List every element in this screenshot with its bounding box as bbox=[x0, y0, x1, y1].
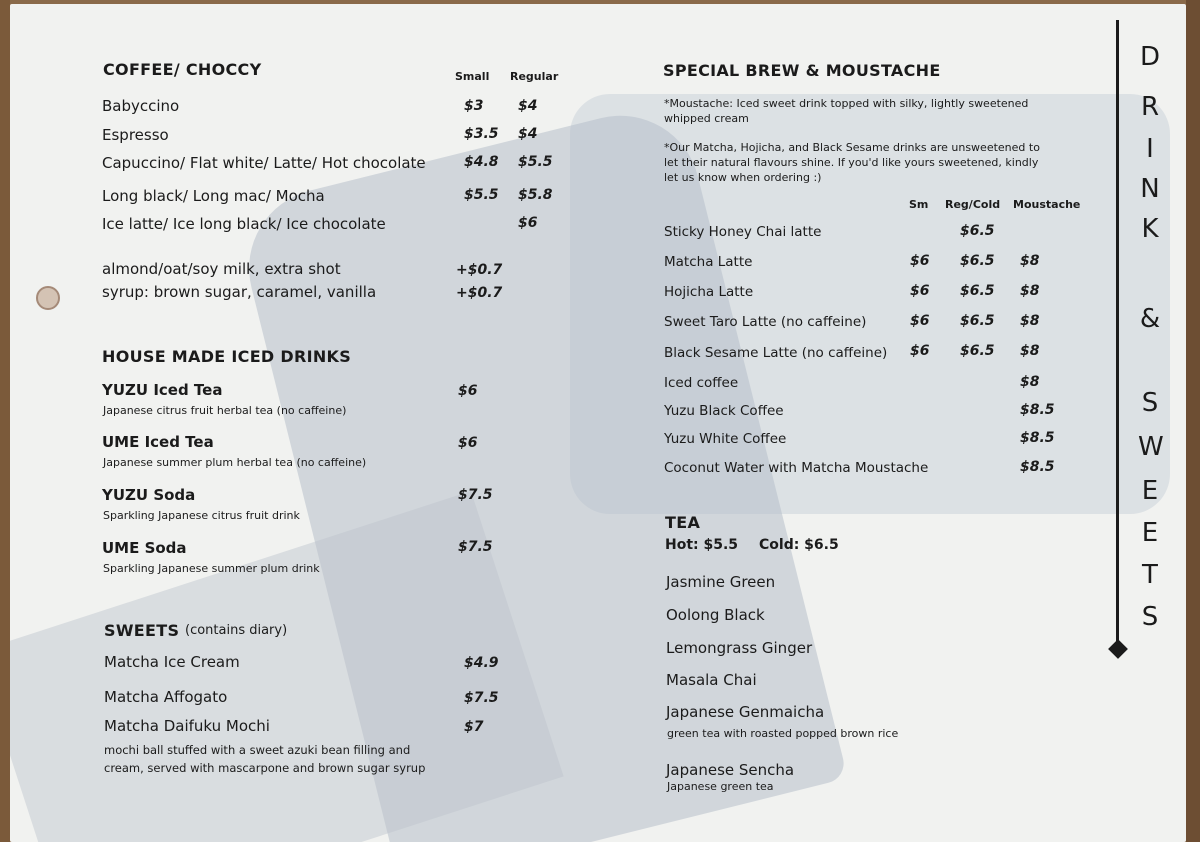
diamond-icon bbox=[1108, 639, 1128, 659]
section-title-tea: TEA bbox=[665, 513, 701, 532]
menu-item-price: $7 bbox=[464, 719, 484, 735]
menu-item-price: $7.5 bbox=[464, 690, 499, 706]
price-moustache: $8 bbox=[1020, 343, 1040, 359]
column-header-regular: Regular bbox=[510, 70, 559, 83]
menu-item-name: Espresso bbox=[102, 126, 169, 144]
tea-item-name: Japanese Genmaicha bbox=[666, 703, 825, 721]
price-reg: $6.5 bbox=[960, 283, 995, 299]
side-title-letter: K bbox=[1141, 214, 1159, 244]
mochi-description: mochi ball stuffed with a sweet azuki bean filling and cream, served with mascarpone and brown sugar syrup bbox=[104, 743, 426, 775]
side-title-letter: N bbox=[1140, 174, 1160, 204]
section-title-sweets: SWEETS bbox=[104, 621, 180, 640]
menu-item-desc: Sparkling Japanese summer plum drink bbox=[103, 562, 320, 575]
extra-item-name: syrup: brown sugar, caramel, vanilla bbox=[102, 283, 377, 301]
menu-item-name: YUZU Iced Tea bbox=[102, 381, 223, 399]
column-header-reg: Reg/Cold bbox=[945, 198, 1001, 211]
menu-item-desc: Japanese citrus fruit herbal tea (no caffeine) bbox=[103, 404, 347, 417]
price-small: $3.5 bbox=[464, 126, 499, 142]
side-title-letter: I bbox=[1146, 134, 1154, 164]
price-regular: $4 bbox=[518, 98, 538, 114]
menu-item-name: Sticky Honey Chai latte bbox=[664, 224, 822, 240]
price-reg: $6.5 bbox=[960, 343, 995, 359]
menu-item-name: UME Iced Tea bbox=[102, 433, 214, 451]
section-title-coffee: COFFEE/ CHOCCY bbox=[103, 60, 262, 79]
menu-item-price: $7.5 bbox=[458, 487, 493, 503]
wood-background-left bbox=[0, 0, 10, 842]
menu-item-price: $6 bbox=[458, 383, 478, 399]
side-title-letter: S bbox=[1141, 602, 1159, 632]
menu-item-desc: Japanese summer plum herbal tea (no caffeine) bbox=[103, 456, 367, 469]
side-title-letter: T bbox=[1142, 560, 1158, 590]
menu-item-desc: Sparkling Japanese citrus fruit drink bbox=[103, 509, 300, 522]
menu-item-price: $6 bbox=[458, 435, 478, 451]
menu-item-name: Ice latte/ Ice long black/ Ice chocolate bbox=[102, 215, 386, 233]
side-title-letter: E bbox=[1141, 518, 1159, 548]
side-title-letter: E bbox=[1141, 476, 1159, 506]
menu-item-name: Coconut Water with Matcha Moustache bbox=[664, 460, 929, 476]
price-moustache: $8.5 bbox=[1020, 402, 1055, 418]
side-title-letter: & bbox=[1139, 304, 1161, 334]
side-title-letter: W bbox=[1138, 432, 1164, 462]
price-reg: $6.5 bbox=[960, 253, 995, 269]
tea-item-name: Japanese Sencha bbox=[666, 761, 795, 779]
price-moustache: $8 bbox=[1020, 283, 1040, 299]
price-sm: $6 bbox=[910, 343, 930, 359]
tea-item-name: Jasmine Green bbox=[666, 573, 776, 591]
price-regular: $4 bbox=[518, 126, 538, 142]
menu-item-name: Yuzu Black Coffee bbox=[664, 403, 784, 419]
menu-item-price: $7.5 bbox=[458, 539, 493, 555]
tea-hot-price: Hot: $5.5 bbox=[665, 537, 739, 553]
section-title-iced: HOUSE MADE ICED DRINKS bbox=[102, 347, 352, 366]
side-title-letter: D bbox=[1139, 42, 1161, 72]
menu-item-name: Sweet Taro Latte (no caffeine) bbox=[664, 314, 867, 330]
sweets-note: (contains diary) bbox=[185, 623, 288, 638]
price-sm: $6 bbox=[910, 313, 930, 329]
price-small: $4.8 bbox=[464, 154, 499, 170]
vertical-divider bbox=[1116, 20, 1119, 646]
tea-item-desc: green tea with roasted popped brown rice bbox=[667, 727, 899, 740]
price-small: $5.5 bbox=[464, 187, 499, 203]
price-reg: $6.5 bbox=[960, 313, 995, 329]
tea-cold-price: Cold: $6.5 bbox=[759, 537, 839, 553]
column-header-sm: Sm bbox=[909, 198, 929, 211]
price-moustache: $8 bbox=[1020, 253, 1040, 269]
extra-price: +$0.7 bbox=[456, 285, 503, 301]
wood-background-right bbox=[1186, 0, 1200, 842]
price-regular: $5.8 bbox=[518, 187, 553, 203]
menu-item-name: Matcha Daifuku Mochi bbox=[104, 717, 270, 735]
menu-item-name: Matcha Latte bbox=[664, 254, 753, 270]
menu-item-name: Yuzu White Coffee bbox=[664, 431, 787, 447]
price-moustache: $8 bbox=[1020, 313, 1040, 329]
tea-item-name: Lemongrass Ginger bbox=[666, 639, 813, 657]
menu-item-name: Matcha Affogato bbox=[104, 688, 228, 706]
menu-item-price: $4.9 bbox=[464, 655, 499, 671]
menu-item-name: Matcha Ice Cream bbox=[104, 653, 240, 671]
menu-item-name: Capuccino/ Flat white/ Latte/ Hot chocolate bbox=[102, 154, 426, 172]
menu-item-name: Black Sesame Latte (no caffeine) bbox=[664, 345, 888, 361]
menu-item-name: UME Soda bbox=[102, 539, 187, 557]
price-moustache: $8.5 bbox=[1020, 459, 1055, 475]
menu-item-name: Iced coffee bbox=[664, 375, 739, 391]
price-regular: $5.5 bbox=[518, 154, 553, 170]
price-sm: $6 bbox=[910, 283, 930, 299]
pin-icon bbox=[36, 286, 60, 310]
price-moustache: $8 bbox=[1020, 374, 1040, 390]
price-regular: $6 bbox=[518, 215, 538, 231]
extra-item-name: almond/oat/soy milk, extra shot bbox=[102, 260, 341, 278]
side-title-letter: S bbox=[1141, 388, 1159, 418]
tea-item-name: Oolong Black bbox=[666, 606, 765, 624]
menu-item-name: YUZU Soda bbox=[102, 486, 196, 504]
menu-item-name: Hojicha Latte bbox=[664, 284, 754, 300]
price-reg: $6.5 bbox=[960, 223, 995, 239]
section-title-special: SPECIAL BREW & MOUSTACHE bbox=[663, 61, 941, 80]
side-title-letter: R bbox=[1140, 92, 1160, 122]
menu-item-name: Babyccino bbox=[102, 97, 180, 115]
column-header-moustache: Moustache bbox=[1013, 198, 1081, 211]
tea-item-desc: Japanese green tea bbox=[667, 780, 774, 793]
price-sm: $6 bbox=[910, 253, 930, 269]
extra-price: +$0.7 bbox=[456, 262, 503, 278]
price-small: $3 bbox=[464, 98, 484, 114]
price-moustache: $8.5 bbox=[1020, 430, 1055, 446]
unsweetened-note: *Our Matcha, Hojicha, and Black Sesame drinks are unsweetened to let their natural flavours shine. If you'd like yours sweetened, kindly let us know when ordering :) bbox=[664, 141, 1040, 184]
menu-item-name: Long black/ Long mac/ Mocha bbox=[102, 187, 325, 205]
menu-card bbox=[10, 4, 1186, 842]
moustache-note: *Moustache: Iced sweet drink topped with silky, lightly sweetened whipped cream bbox=[664, 97, 1029, 125]
tea-item-name: Masala Chai bbox=[666, 671, 757, 689]
column-header-small: Small bbox=[455, 70, 490, 83]
